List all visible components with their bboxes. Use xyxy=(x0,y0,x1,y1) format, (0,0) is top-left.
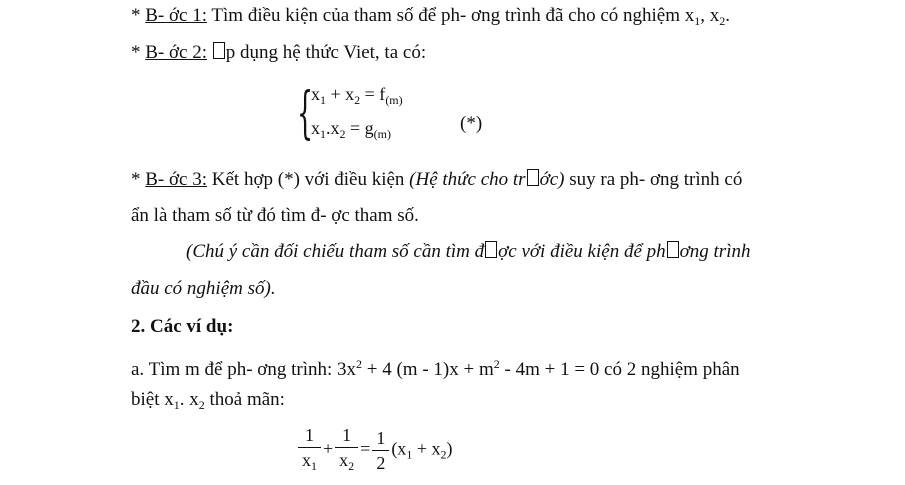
note-part-c: ơng trình xyxy=(679,241,751,262)
eq1-x1: x xyxy=(311,84,320,104)
paren-x1-sub: 1 xyxy=(406,447,413,462)
fraction-1-den-x: x xyxy=(302,450,311,470)
example-a-line1 xyxy=(131,352,740,382)
system-brace: { xyxy=(297,81,314,146)
step3-label: B- ớc 3: xyxy=(145,169,208,190)
step2-lead: * xyxy=(131,42,146,63)
step3-line2: ẩn là tham số từ đó tìm đ- ợc tham số. xyxy=(131,205,419,226)
step1-line xyxy=(131,4,730,33)
step3-lead: * xyxy=(131,169,146,190)
missing-glyph-box xyxy=(527,169,539,186)
fraction-1 xyxy=(298,425,321,476)
fraction-2-num: 1 xyxy=(342,425,352,445)
note-part-a: (Chú ý cần đối chiếu tham số cần tìm đ xyxy=(186,241,485,262)
fraction-3 xyxy=(372,428,389,473)
fraction-1-num: 1 xyxy=(305,425,314,445)
step2-label: B- ớc 2: xyxy=(145,42,208,63)
example-line2-b: thoả mãn: xyxy=(204,389,285,410)
note-line2: đầu có nghiệm số). xyxy=(131,278,276,299)
paren-x2-sub: 2 xyxy=(440,447,447,462)
step1-label: B- ớc 1: xyxy=(145,5,208,26)
formula-plus: + xyxy=(323,438,334,459)
example-text2: + 4 (m - 1)x + m xyxy=(362,359,494,380)
step3-text: Kết hợp (*) với điều kiện xyxy=(207,169,410,190)
example-x1-sub: 1 xyxy=(173,398,180,412)
eq2-dot: .x xyxy=(326,118,340,138)
step1-end: . xyxy=(725,5,730,26)
step2-line xyxy=(131,41,426,65)
eq1-x2-sub: 2 xyxy=(354,93,361,107)
note-line1 xyxy=(186,240,750,264)
step3-italic-end: ớc) xyxy=(539,169,565,190)
eq2-x1-sub: 1 xyxy=(320,127,326,141)
eq2-rhs: = g xyxy=(345,118,374,138)
example-text3: - 4m + 1 = 0 có 2 nghiệm phân xyxy=(499,359,740,380)
fraction-3-num: 1 xyxy=(376,428,386,448)
example-x2-sub: 2 xyxy=(198,398,205,412)
eq1-rhs: = f xyxy=(360,84,386,104)
step1-x2: x xyxy=(709,5,720,26)
fraction-2 xyxy=(335,425,358,476)
fraction-2-den-sub: 2 xyxy=(348,459,355,473)
system-tag: (*) xyxy=(460,113,483,134)
eq2-x2-sub: 2 xyxy=(339,127,346,141)
eq1-rhs-sub: (m) xyxy=(385,93,403,107)
step1-sep: , xyxy=(700,5,710,26)
paren-plus: + x xyxy=(412,438,441,459)
example-sup2: 2 xyxy=(493,357,500,371)
step2-text: p dụng hệ thức Viet, ta có: xyxy=(225,42,427,63)
fraction-1-den-sub: 1 xyxy=(311,459,317,473)
example-mid: . xyxy=(179,389,190,410)
eq2-rhs-sub: (m) xyxy=(373,127,391,141)
paren-x1: (x xyxy=(391,438,407,459)
step3-italic: (Hệ thức cho tr xyxy=(409,169,526,190)
step1-x2-sub: 2 xyxy=(719,14,726,28)
formula-equals: = xyxy=(360,438,371,459)
section-heading: 2. Các ví dụ: xyxy=(131,316,234,337)
step3-text-after: suy ra ph- ơng trình có xyxy=(564,169,743,190)
missing-glyph-box xyxy=(213,42,225,59)
eq1-x1-sub: 1 xyxy=(320,93,326,107)
eq1-plus: + x xyxy=(326,84,355,104)
example-line2-a: biệt xyxy=(131,389,165,410)
fraction-2-den-x: x xyxy=(339,450,349,470)
missing-glyph-box xyxy=(485,241,497,258)
step1-x1-sub: 1 xyxy=(694,14,701,28)
example-x2: x xyxy=(189,389,199,410)
system-eq1 xyxy=(311,84,403,108)
fraction-1-den xyxy=(298,447,321,476)
step1-text: Tìm điều kiện của tham số để ph- ơng trình đã cho có nghiệm xyxy=(207,5,685,26)
example-sup1: 2 xyxy=(356,357,363,371)
example-a-line2 xyxy=(131,388,285,417)
example-x1: x xyxy=(164,389,174,410)
fraction-2-den xyxy=(335,447,358,476)
system-eq2 xyxy=(311,118,391,142)
condition-formula xyxy=(296,425,452,476)
missing-glyph-box xyxy=(667,241,679,258)
eq2-x1: x xyxy=(311,118,320,138)
example-text1: a. Tìm m để ph- ơng trình: 3x xyxy=(131,359,357,380)
paren-close: ) xyxy=(446,438,453,459)
note-part-b: ợc với điều kiện để ph xyxy=(498,241,666,262)
step3-line1 xyxy=(131,168,742,192)
fraction-3-den: 2 xyxy=(372,450,389,473)
viet-system xyxy=(297,82,517,152)
step1-x1: x xyxy=(684,5,695,26)
step1-lead: * xyxy=(131,5,146,26)
